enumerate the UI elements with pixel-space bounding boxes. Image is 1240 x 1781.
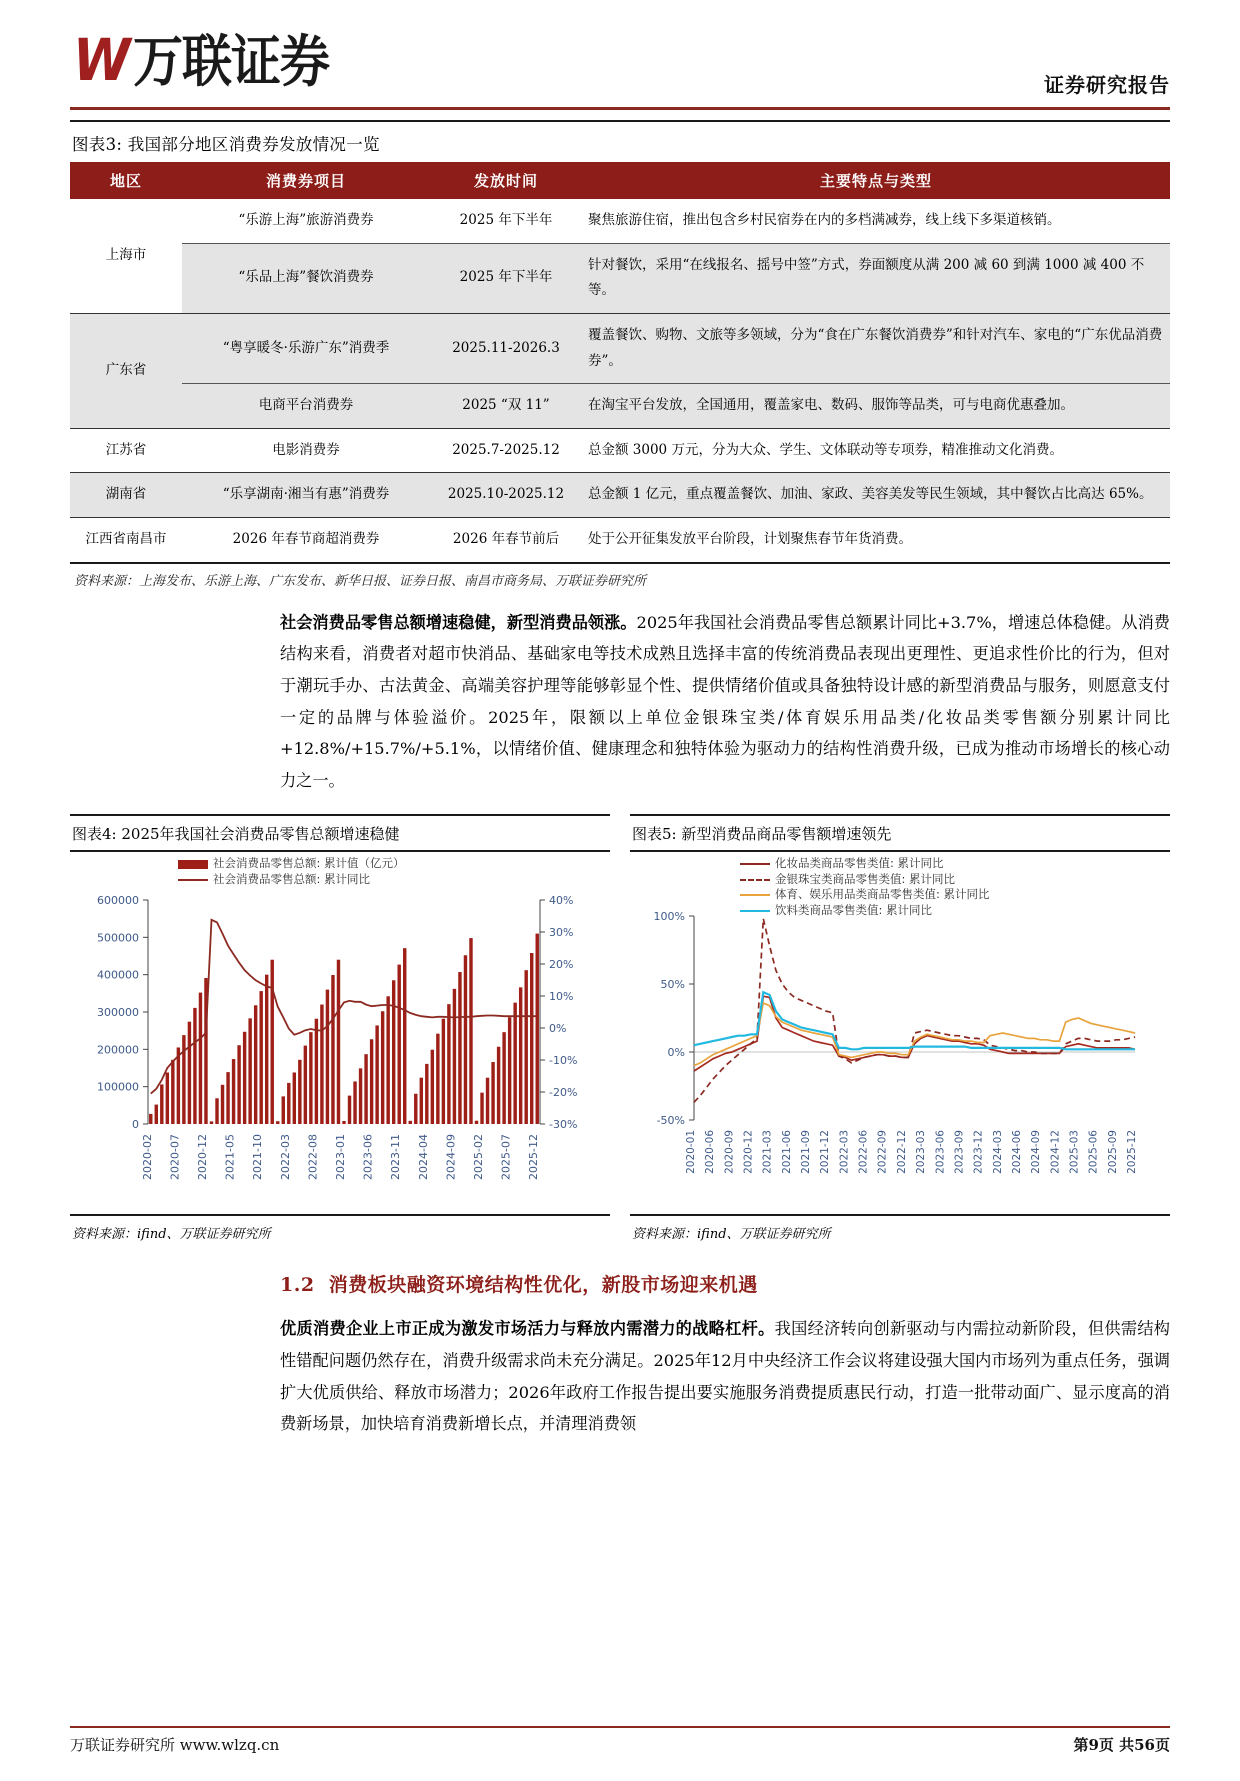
cell-project: “乐品上海”餐饮消费券 [182, 243, 430, 313]
svg-text:2021-09: 2021-09 [800, 1130, 813, 1175]
legend-label-line: 社会消费品零售总额: 累计同比 [213, 871, 371, 886]
section-title: 消费板块融资环境结构性优化，新股市场迎来机遇 [328, 1274, 758, 1297]
svg-text:2023-03: 2023-03 [915, 1130, 928, 1175]
svg-text:2023-09: 2023-09 [953, 1130, 966, 1175]
footer-page-number: 第9页 共56页 [1073, 1736, 1170, 1754]
svg-text:2021-03: 2021-03 [761, 1130, 774, 1175]
legend-label-jewelry: 金银珠宝类商品零售类值: 累计同比 [775, 871, 956, 886]
legend-item-sports [740, 887, 990, 903]
svg-text:2022-06: 2022-06 [857, 1130, 870, 1175]
svg-text:100000: 100000 [97, 1080, 139, 1094]
charts-row [70, 814, 1170, 1244]
svg-text:0%: 0% [549, 1022, 567, 1036]
cell-desc: 针对餐饮，采用“在线报名、摇号中签”方式，券面额度从满 200 减 60 到满 1000 减 400 不等。 [582, 243, 1170, 313]
exhibit4-plot [70, 852, 610, 1212]
paragraph-1-rest: 2025年我国社会消费品零售总额累计同比+3.7%，增速总体稳健。从消费结构来看，消费者对超市快消品、基础家电等技术成熟且选择丰富的传统消费品表现出更理性、更追求性价比的行为，但对于潮玩手办、古法黄金、高端美容护理等能够彰显个性、提供情绪价值或具备独特设计感的新型消费品与服务，则愿意支付一定的品牌与体验溢价。2025年，限额以上单位金银珠宝类/体育娱乐用品类/化妆品类零售额分别累计同比+12.8%/+15.7%/+5.1%，以情绪价值、健康理念和独特体验为驱动力的结构性消费升级，已成为推动市场增长的核心动力之一。 [280, 612, 1170, 790]
cell-project: “乐游上海”旅游消费券 [238, 212, 374, 228]
cell-time: 2025.7-2025.12 [430, 428, 582, 473]
cell-desc: 在淘宝平台发放，全国通用，覆盖家电、数码、服饰等品类，可与电商优惠叠加。 [582, 384, 1170, 429]
table-row [70, 518, 1170, 562]
svg-text:2025-02: 2025-02 [472, 1134, 486, 1181]
svg-text:2020-01: 2020-01 [685, 1130, 697, 1175]
exhibit4-svg [70, 852, 610, 1212]
svg-text:2024-03: 2024-03 [991, 1130, 1004, 1175]
svg-text:2023-01: 2023-01 [334, 1134, 347, 1181]
line-swatch-icon [178, 879, 208, 881]
col-header-region: 地区 [70, 162, 182, 199]
svg-text:2020-09: 2020-09 [723, 1130, 736, 1175]
line-swatch-icon [740, 863, 770, 865]
cell-project: “粤享暖冬·乐游广东”消费季 [182, 313, 430, 383]
svg-text:2023-06: 2023-06 [361, 1134, 375, 1181]
svg-text:-30%: -30% [549, 1118, 578, 1132]
svg-text:0: 0 [132, 1118, 139, 1132]
svg-text:2022-03: 2022-03 [838, 1130, 851, 1175]
cell-time: 2026 年春节前后 [430, 518, 582, 562]
svg-text:2021-10: 2021-10 [251, 1134, 265, 1181]
table-row [70, 313, 1170, 383]
cell-desc: 覆盖餐饮、购物、文旅等多领域，分为“食在广东餐饮消费券”和针对汽车、家电的“广东优品消费券”。 [582, 313, 1170, 383]
exhibit4-container [70, 814, 620, 1244]
svg-text:50%: 50% [660, 978, 685, 992]
orange-line-swatch-icon [740, 894, 770, 896]
body-paragraph-1 [70, 607, 1170, 797]
exhibit5-plot [630, 852, 1170, 1212]
svg-text:400000: 400000 [97, 968, 139, 982]
cell-desc: 总金额 1 亿元，重点覆盖餐饮、加油、家政、美容美发等民生领域，其中餐饮占比高达 65%。 [582, 473, 1170, 518]
table-row [70, 199, 1170, 243]
cell-project: 2026 年春节商超消费券 [182, 518, 430, 562]
exhibit5-container [620, 814, 1170, 1244]
exhibit4-legend [178, 856, 405, 887]
cell-time: 2025 年下半年 [459, 212, 553, 228]
cell-project: 电商平台消费券 [182, 384, 430, 429]
svg-text:30%: 30% [549, 926, 574, 940]
svg-text:2022-08: 2022-08 [306, 1134, 320, 1181]
cell-desc: 聚焦旅游住宿，推出包含乡村民宿券在内的多档满减券，线上线下多渠道核销。 [588, 212, 1061, 228]
svg-text:2023-06: 2023-06 [934, 1130, 947, 1175]
cell-time: 2025.10-2025.12 [430, 473, 582, 518]
table-row [70, 384, 1170, 429]
logo-company-name: 万联证券 [132, 29, 329, 95]
svg-text:2025-03: 2025-03 [1068, 1130, 1081, 1175]
svg-text:2020-06: 2020-06 [704, 1130, 717, 1175]
svg-text:2024-09: 2024-09 [1030, 1130, 1043, 1175]
svg-text:2024-06: 2024-06 [1010, 1130, 1023, 1175]
col-header-project: 消费券项目 [182, 162, 430, 199]
svg-text:20%: 20% [549, 958, 574, 972]
svg-text:2023-11: 2023-11 [389, 1134, 403, 1181]
cell-desc: 总金额 3000 万元，分为大众、学生、文体联动等专项券，精准推动文化消费。 [582, 428, 1170, 473]
bar-swatch-icon [178, 860, 208, 869]
svg-text:2022-12: 2022-12 [895, 1130, 908, 1175]
page-footer [70, 1726, 1170, 1755]
paragraph-2-lead: 优质消费企业上市正成为激发市场活力与释放内需潜力的战略杠杆。 [280, 1319, 775, 1339]
exhibit3-source: 资料来源：上海发布、乐游上海、广东发布、新华日报、证券日报、南昌市商务局、万联证券研究所 [74, 573, 647, 589]
legend-label-bar: 社会消费品零售总额: 累计值（亿元） [213, 856, 405, 871]
col-header-desc: 主要特点与类型 [582, 162, 1170, 199]
paragraph-1-lead: 社会消费品零售总额增速稳健，新型消费品领涨。 [280, 612, 637, 632]
legend-label-cosmetics: 化妆品类商品零售类值: 累计同比 [775, 856, 944, 871]
cell-region: 江苏省 [70, 428, 182, 473]
exhibit4-source: 资料来源：ifind、万联证券研究所 [72, 1227, 271, 1243]
svg-text:-20%: -20% [549, 1086, 578, 1100]
dashed-line-swatch-icon [740, 879, 770, 881]
cell-region: 上海市 [105, 247, 147, 264]
cell-project: “乐享湖南·湘当有惠”消费券 [182, 473, 430, 518]
cell-project: 电影消费券 [182, 428, 430, 473]
table-header-row [70, 162, 1170, 199]
cell-time: 2025.11-2026.3 [430, 313, 582, 383]
svg-text:2025-06: 2025-06 [1087, 1130, 1100, 1175]
svg-text:2021-06: 2021-06 [780, 1130, 793, 1175]
legend-label-sports: 体育、娱乐用品类商品零售类值: 累计同比 [775, 887, 990, 902]
section-number: 1.2 [280, 1274, 315, 1297]
footer-left-text: 万联证券研究所 www.wlzq.cn [70, 1736, 280, 1754]
svg-text:2020-02: 2020-02 [140, 1134, 154, 1181]
company-logo [70, 26, 329, 95]
svg-text:200000: 200000 [97, 1043, 139, 1057]
cell-desc: 处于公开征集发放平台阶段，计划聚焦春节年货消费。 [582, 518, 1170, 562]
legend-label-beverage: 饮料类商品零售类值: 累计同比 [775, 902, 933, 917]
exhibit5-source: 资料来源：ifind、万联证券研究所 [632, 1227, 831, 1243]
header-accent-rule [70, 107, 1170, 110]
svg-text:0%: 0% [667, 1046, 685, 1060]
exhibit5-title: 图表5: 新型消费品商品零售额增速领先 [632, 825, 892, 844]
cell-region: 江西省南昌市 [70, 518, 182, 562]
legend-item-jewelry [740, 872, 990, 888]
svg-text:2020-07: 2020-07 [168, 1134, 182, 1181]
page-header [70, 28, 1170, 120]
svg-text:-50%: -50% [656, 1114, 685, 1128]
svg-text:2024-09: 2024-09 [444, 1134, 458, 1181]
cyan-line-swatch-icon [740, 910, 770, 912]
svg-text:2024-12: 2024-12 [1049, 1130, 1062, 1175]
svg-text:2022-09: 2022-09 [876, 1130, 889, 1175]
table-row [70, 428, 1170, 473]
cell-region: 广东省 [70, 313, 182, 428]
section-heading-1-2 [70, 1270, 1170, 1297]
svg-text:2020-12: 2020-12 [195, 1134, 209, 1181]
body-paragraph-2 [70, 1313, 1170, 1439]
svg-text:2025-07: 2025-07 [499, 1134, 513, 1181]
legend-item-beverage [740, 903, 990, 919]
footer-accent-rule [70, 1726, 1170, 1728]
paragraph-2-rest: 我国经济转向创新驱动与内需拉动新阶段，但供需结构性错配问题仍然存在，消费升级需求尚未充分满足。2025年12月中央经济工作会议将建设强大国内市场列为重点任务，强调扩大优质供给、释放市场潜力；2026年政府工作报告提出要实施服务消费提质惠民行动，打造一批带动面广、显示度高的消费新场景，加快培育消费新增长点，并清理消费领 [280, 1319, 1170, 1434]
svg-text:40%: 40% [549, 894, 574, 908]
legend-item-cosmetics [740, 856, 990, 872]
svg-text:2021-05: 2021-05 [223, 1134, 237, 1181]
exhibit5-legend [740, 856, 990, 918]
svg-text:2020-12: 2020-12 [742, 1130, 755, 1175]
legend-item-bar [178, 856, 405, 872]
svg-text:100%: 100% [653, 910, 685, 924]
svg-text:2025-12: 2025-12 [527, 1134, 541, 1181]
exhibit3-title: 图表3: 我国部分地区消费券发放情况一览 [72, 135, 380, 154]
legend-item-line [178, 872, 405, 888]
cell-region: 湖南省 [70, 473, 182, 518]
consumption-voucher-table [70, 162, 1170, 562]
cell-time: 2025 “双 11” [430, 384, 582, 429]
svg-text:2023-12: 2023-12 [972, 1130, 985, 1175]
page-content [70, 122, 1170, 1440]
cell-time: 2025 年下半年 [430, 243, 582, 313]
svg-text:600000: 600000 [97, 894, 139, 908]
exhibit4-title: 图表4: 2025年我国社会消费品零售总额增速稳健 [72, 825, 400, 844]
svg-text:2021-12: 2021-12 [819, 1130, 832, 1175]
svg-text:2022-03: 2022-03 [278, 1134, 292, 1181]
svg-text:10%: 10% [549, 990, 574, 1004]
svg-text:2024-04: 2024-04 [416, 1134, 430, 1181]
svg-text:2025-09: 2025-09 [1106, 1130, 1119, 1175]
header-report-type: 证券研究报告 [1044, 73, 1170, 97]
svg-text:500000: 500000 [97, 931, 139, 945]
svg-text:-10%: -10% [549, 1054, 578, 1068]
logo-w-mark: W [72, 26, 127, 94]
table-row [70, 243, 1170, 313]
table-row [70, 473, 1170, 518]
col-header-time: 发放时间 [430, 162, 582, 199]
svg-text:300000: 300000 [97, 1006, 139, 1020]
svg-text:2025-12: 2025-12 [1126, 1130, 1138, 1175]
